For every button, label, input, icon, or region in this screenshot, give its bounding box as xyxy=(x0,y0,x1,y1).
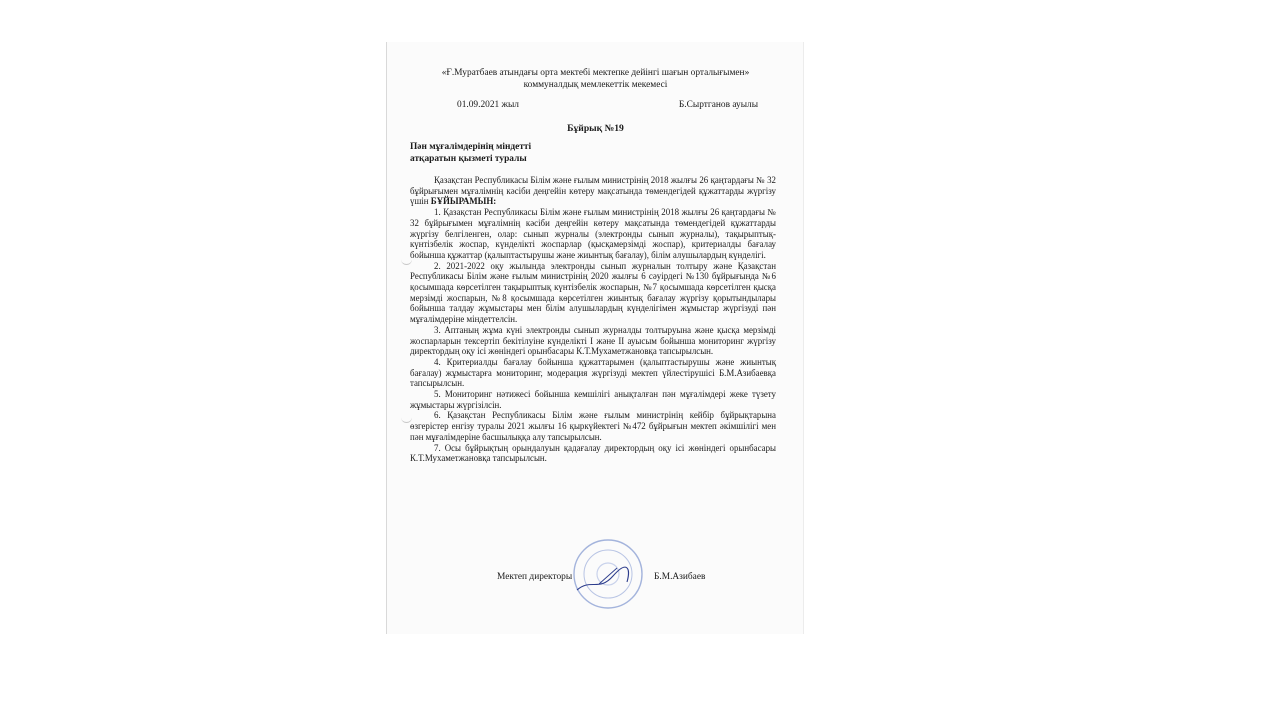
signature-name: Б.М.Азибаев xyxy=(654,572,706,582)
document-place: Б.Сыртганов ауылы xyxy=(678,100,758,110)
order-item: 7. Осы бұйрықтың орындалуын қадағалау директордың оқу ісі жөніндегі орынбасары К.Т.Мухаметжановқа тапсырылсын. xyxy=(410,442,776,464)
order-subject xyxy=(410,141,610,165)
intro-paragraph xyxy=(410,175,776,207)
order-body xyxy=(410,175,776,464)
document-page xyxy=(386,42,804,634)
intro-text: Қазақстан Республикасы Білім және ғылым министрінің 2018 жылғы 26 қаңтардағы № 32 бұйрығымен мұғалімнің кәсіби деңгейін көтеру мақсатында төмендегідей құжаттарды жүргізу үшін xyxy=(410,175,776,207)
document-title: Бұйрық №19 xyxy=(567,123,624,134)
order-item: 6. Қазақстан Республикасы Білім және ғылым министрінің кейбір бұйрықтарына өзгерістер енгізу туралы 2021 жылғы 16 қыркүйектегі №472 бұйрығын мектеп әкімшілігі мен пән мұғалімдеріне басшылыққа алу тапсырылсын. xyxy=(410,410,776,442)
official-stamp-icon xyxy=(569,538,647,610)
order-subject-line2: атқаратын қызметі туралы xyxy=(410,154,527,164)
signature-role: Мектеп директоры xyxy=(497,572,573,582)
order-item: 4. Критериалды бағалау бойынша құжаттарымен (қалыптастырушы және жиынтық бағалау) жұмыстарға мониторинг, модерация жүргізуді мектеп үйлестірушісі Б.М.Азибаевқа тапсырылсын. xyxy=(410,356,776,389)
order-item: 5. Мониторинг нәтижесі бойынша кемшілігі анықталған пән мұғалімдері жеке түзету жұмыстары жүргізілсін. xyxy=(410,389,776,410)
institution-name-line1: «Ғ.Муратбаев атындағы орта мектебі мектепке дейінгі шағын орталығымен» xyxy=(441,68,750,78)
order-subject-line1: Пән мұғалімдерінің міндетті xyxy=(410,142,532,152)
document-date: 01.09.2021 жыл xyxy=(457,100,519,110)
institution-name-line2: коммуналдық мемлекеттік мекемесі xyxy=(523,80,668,90)
order-item: 3. Аптаның жұма күні электронды сынып журналды толтыруына және қысқа мерзімді жоспарларын тексертіп бекітілуіне күнделікті І және ІІ ауысым бойынша мониторинг жүргізу директордың оқу ісі жөніндегі орынбасары К.Т.Мухаметжановқа тапсырылсын. xyxy=(410,324,776,357)
order-item: 1. Қазақстан Республикасы Білім және ғылым министрінің 2018 жылғы 26 қаңтардағы № 32 бұйрығымен мұғалімнің кәсіби деңгейін көтеру мақсатында төмендегідей құжаттарды жүргізу белгіленген, олар: сынып журналы (электронды сынып журналы), тақырыптық-күнтізбелік жоспар, күнделікті жоспарлар (қысқамерзімді жоспар), критериалды бағалау бойынша құжаттар (қалыптастырушы және жиынтық бағалау), білім алушылардың күнделігі. xyxy=(410,207,776,260)
order-item: 2. 2021-2022 оқу жылында электронды сынып журналын толтыру және Қазақстан Республикасы Білім және ғылым министрінің 2020 жылғы 6 сәуірдегі №130 бұйрығында №6 қосымшада көрсетілген тақырыптық күнтізбелік жоспарын, №7 қосымшада көрсетілген қысқа мерзімді жоспарын, №8 қосымшада көрсетілген жиынтық бағалау жүргізу қорытындылары бойынша талдау жұмыстары мен білім алушылардың күнделігімен жұмыстар жүргізуді пән мұғалімдеріне міндеттелсін. xyxy=(410,260,776,325)
order-word: БҰЙЫРАМЫН: xyxy=(430,196,497,207)
